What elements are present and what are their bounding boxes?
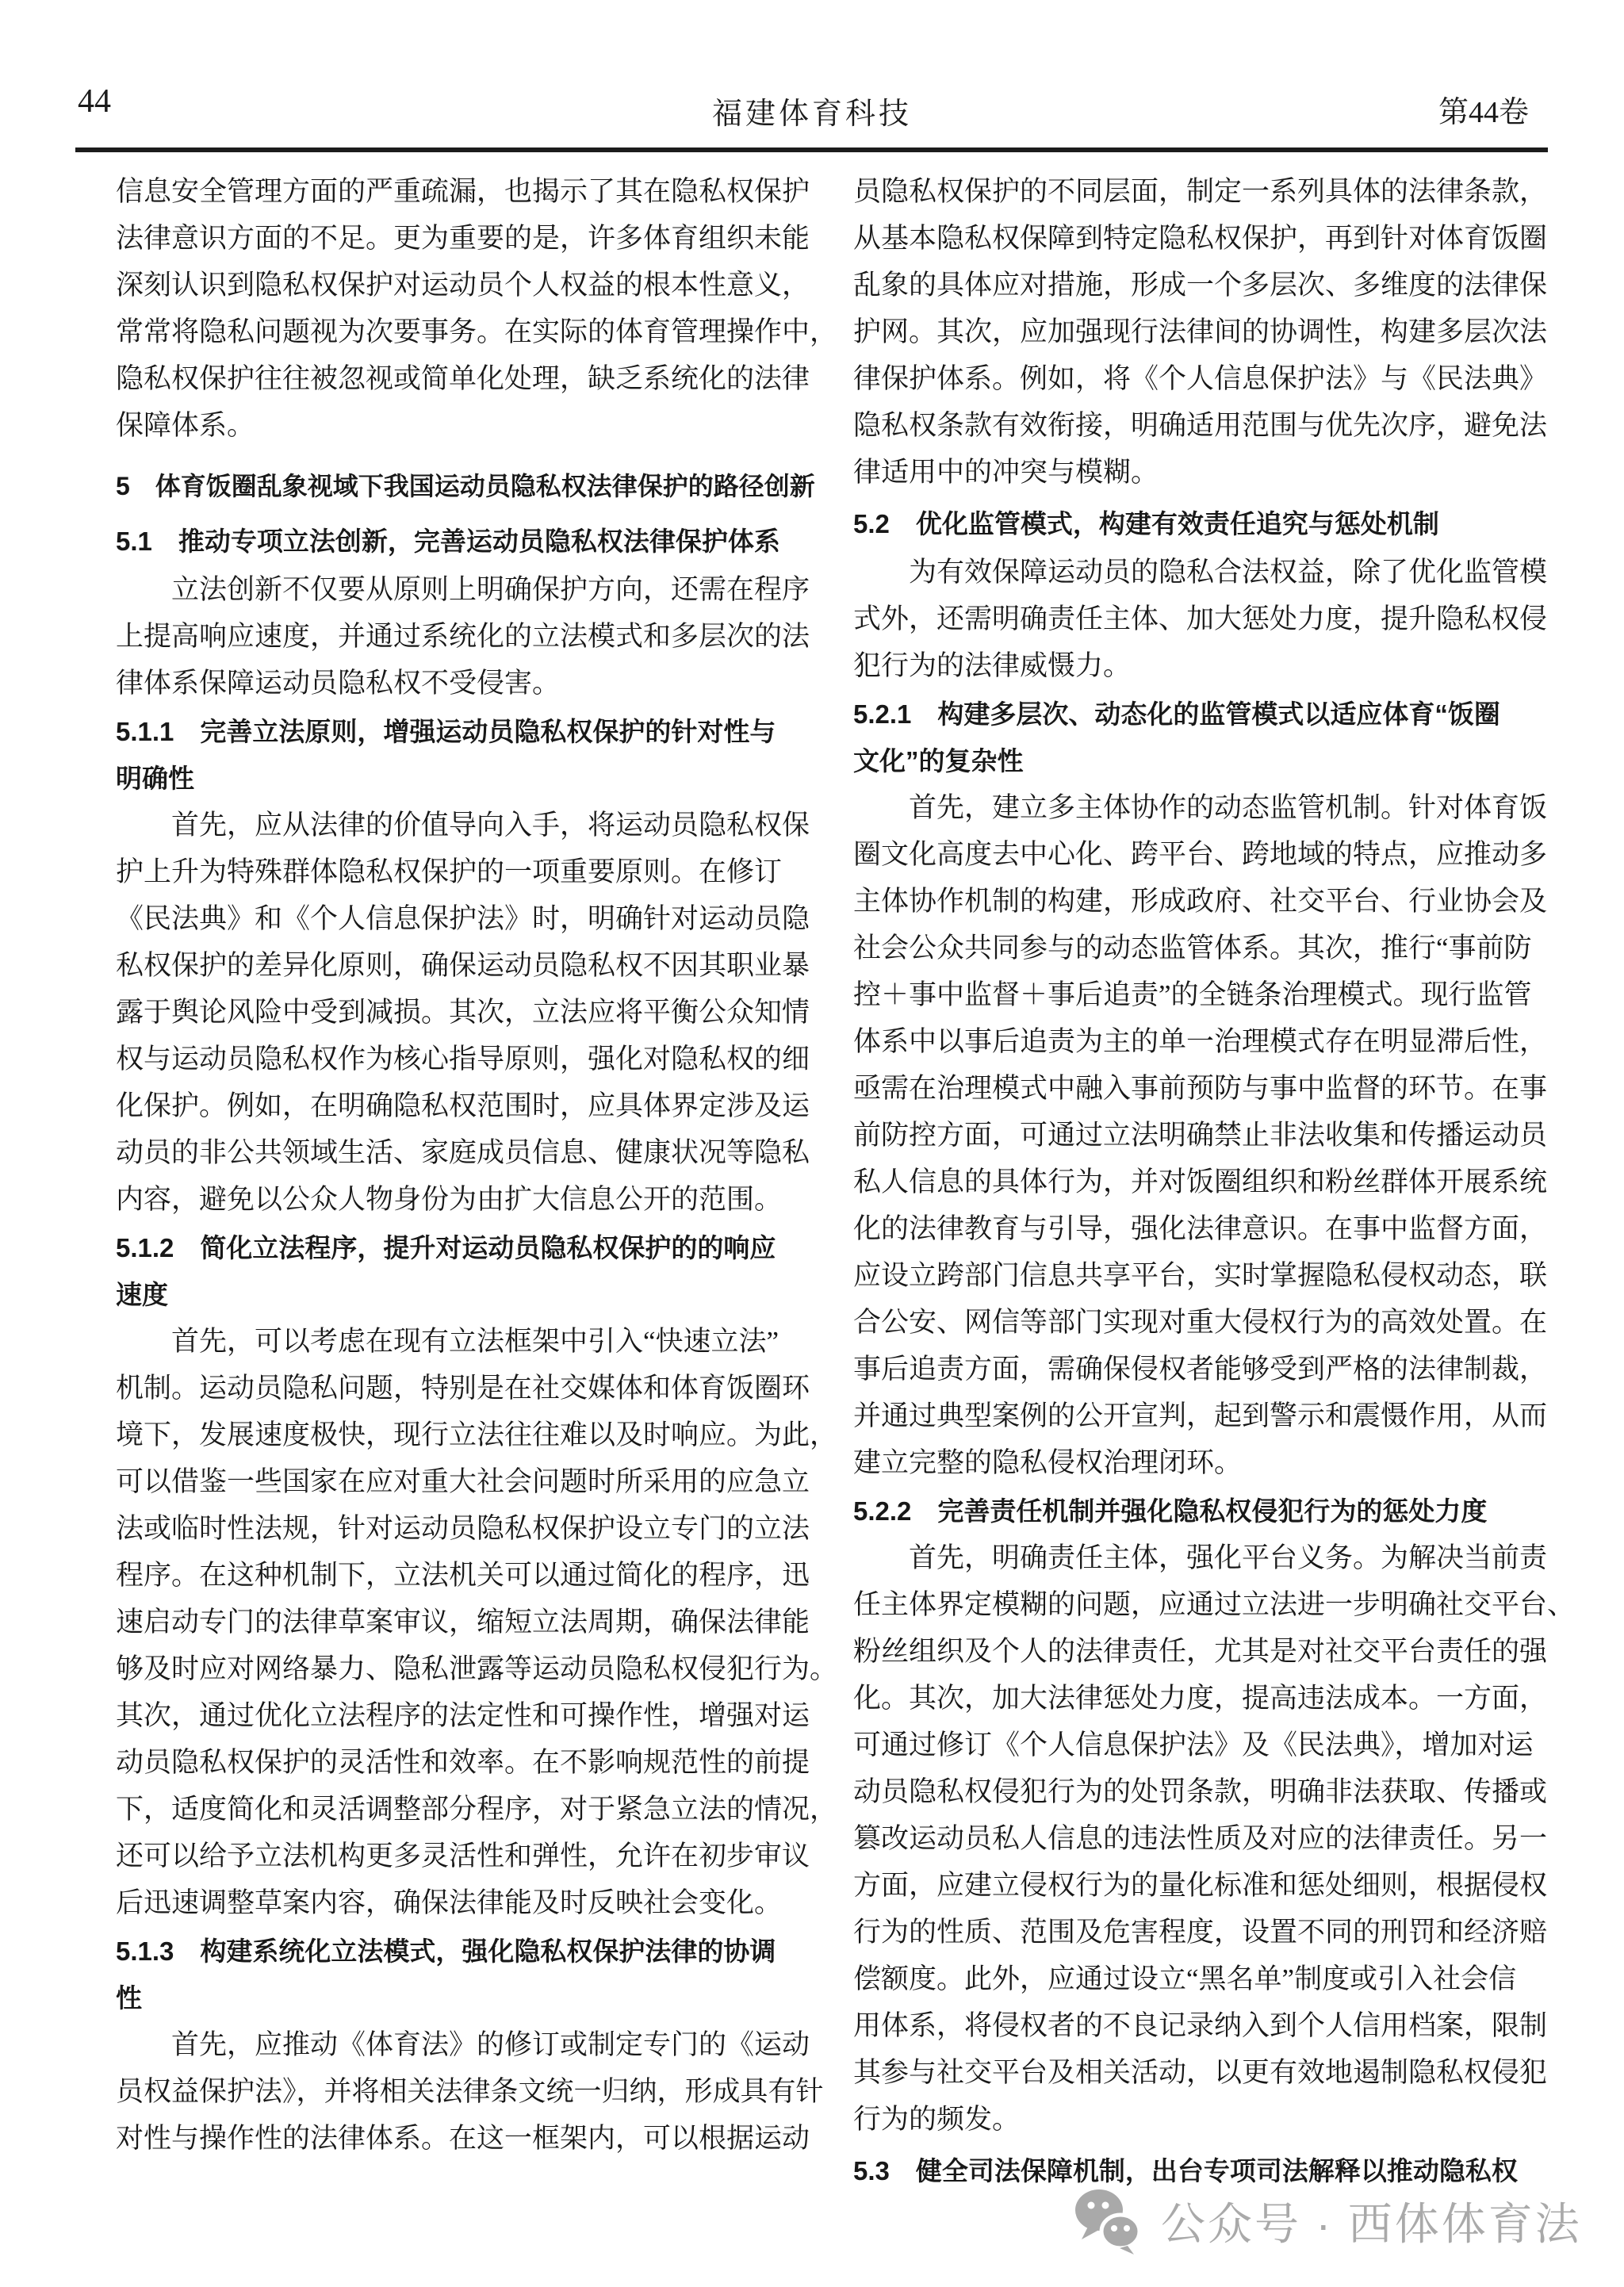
text-line: 并通过典型案例的公开宣判，起到警示和震慑作用，从而	[853, 1400, 1548, 1431]
text-line: 5.1 推动专项立法创新，完善运动员隐私权法律保护体系	[116, 527, 780, 556]
volume-label: 第44卷	[1438, 96, 1529, 129]
text-line: 深刻认识到隐私权保护对运动员个人权益的根本性意义，	[116, 270, 810, 301]
text-line: 护网。其次，应加强现行法律间的协调性，构建多层次法	[853, 316, 1548, 347]
text-line: 可以借鉴一些国家在应对重大社会问题时所采用的应急立	[116, 1466, 810, 1497]
text-line: 露于舆论风险中受到减损。其次，立法应将平衡公众知情	[116, 997, 810, 1028]
section-heading	[853, 500, 1554, 547]
paragraph	[853, 549, 1554, 689]
text-line: 事后追责方面，需确保侵权者能够受到严格的法律制裁，	[853, 1354, 1548, 1385]
watermark-text: 公众号 · 西体体育法	[1161, 2199, 1582, 2249]
journal-title: 福建体育科技	[711, 98, 912, 131]
text-line: 5.1.1 完善立法原则，增强运动员隐私权保护的针对性与	[116, 717, 776, 746]
text-line: 私权保护的差异化原则，确保运动员隐私权不因其职业暴	[116, 950, 810, 981]
text-line: 隐私权条款有效衔接，明确适用范围与优先次序，避免法	[853, 410, 1548, 441]
text-line: 社会公众共同参与的动态监管体系。其次，推行“事前防	[853, 933, 1532, 963]
text-line: 5.2.1 构建多层次、动态化的监管模式以适应体育“饭圈	[853, 699, 1500, 729]
text-line: 内容，避免以公众人物身份为由扩大信息公开的范围。	[116, 1184, 783, 1215]
text-line: 动员的非公共领域生活、家庭成员信息、健康状况等隐私	[116, 1137, 810, 1168]
paragraph	[116, 566, 817, 707]
text-line: 为有效保障运动员的隐私合法权益，除了优化监管模	[909, 557, 1548, 588]
text-line: 员隐私权保护的不同层面，制定一系列具体的法律条款，	[853, 176, 1548, 207]
page-number: 44	[78, 83, 111, 120]
text-line: 5.2 优化监管模式，构建有效责任追究与惩处机制	[853, 509, 1439, 538]
text-line: 明确性	[116, 764, 194, 793]
text-line: 控＋事中监督＋事后追责”的全链条治理模式。现行监管	[853, 979, 1532, 1010]
text-line: 上提高响应速度，并通过系统化的立法模式和多层次的法	[116, 621, 810, 652]
text-line: 下，适度简化和灵活调整部分程序，对于紧急立法的情况，	[116, 1794, 838, 1825]
section-heading	[116, 1224, 817, 1318]
text-line: 常常将隐私问题视为次要事务。在实际的体育管理操作中，	[116, 316, 838, 347]
text-line: 护上升为特殊群体隐私权保护的一项重要原则。在修订	[116, 856, 783, 887]
text-line: 私人信息的具体行为，并对饭圈组织和粉丝群体开展系统	[853, 1166, 1548, 1197]
text-line: 行为的性质、范围及危害程度，设置不同的刑罚和经济赔	[853, 1917, 1548, 1948]
wechat-icon	[1072, 2187, 1145, 2255]
text-line: 律体系保障运动员隐私权不受侵害。	[116, 668, 561, 699]
paragraph	[116, 802, 817, 1223]
section-heading	[116, 708, 817, 802]
text-line: 还可以给予立法机构更多灵活性和弹性，允许在初步审议	[116, 1841, 810, 1871]
text-line: 首先，应推动《体育法》的修订或制定专门的《运动	[171, 2029, 810, 2060]
text-line: 任主体界定模糊的问题，应通过立法进一步明确社交平台、	[853, 1589, 1576, 1620]
text-line: 权与运动员隐私权作为核心指导原则，强化对隐私权的细	[116, 1044, 810, 1075]
paragraph	[853, 168, 1554, 496]
text-line: 化的法律教育与引导，强化法律意识。在事中监督方面，	[853, 1213, 1548, 1244]
text-line: 乱象的具体应对措施，形成一个多层次、多维度的法律保	[853, 270, 1548, 301]
text-line: 化保护。例如，在明确隐私权范围时，应具体界定涉及运	[116, 1090, 810, 1121]
text-line: 方面，应建立侵权行为的量化标准和惩处细则，根据侵权	[853, 1870, 1548, 1901]
text-line: 动员隐私权侵犯行为的处罚条款，明确非法获取、传播或	[853, 1776, 1548, 1807]
text-line: 速度	[116, 1280, 168, 1309]
text-line: 够及时应对网络暴力、隐私泄露等运动员隐私权侵犯行为。	[116, 1653, 838, 1684]
text-line: 可通过修订《个人信息保护法》及《民法典》，增加对运	[853, 1730, 1534, 1760]
text-line: 化。其次，加大法律惩处力度，提高违法成本。一方面，	[853, 1683, 1548, 1714]
text-line: 篡改运动员私人信息的违法性质及对应的法律责任。另一	[853, 1823, 1548, 1854]
text-line: 保障体系。	[116, 410, 255, 441]
text-line: 主体协作机制的构建，形成政府、社交平台、行业协会及	[853, 886, 1548, 917]
text-line: 文化”的复杂性	[853, 746, 1024, 776]
text-line: 犯行为的法律威慑力。	[853, 650, 1132, 681]
section-heading	[116, 463, 817, 510]
text-line: 境下，发展速度极快，现行立法往往难以及时响应。为此，	[116, 1419, 838, 1450]
header-rule	[75, 147, 1548, 152]
text-line: 《民法典》和《个人信息保护法》时，明确针对运动员隐	[116, 903, 810, 934]
text-line: 其次，通过优化立法程序的法定性和可操作性，增强对运	[116, 1700, 810, 1731]
paragraph	[853, 1534, 1576, 2143]
text-line: 体系中以事后追责为主的单一治理模式存在明显滞后性，	[853, 1026, 1548, 1057]
section-heading	[116, 518, 817, 565]
text-line: 后迅速调整草案内容，确保法律能及时反映社会变化。	[116, 1887, 783, 1918]
text-line: 立法创新不仅要从原则上明确保护方向，还需在程序	[171, 574, 810, 605]
text-line: 信息安全管理方面的严重疏漏，也揭示了其在隐私权保护	[116, 176, 810, 207]
text-line: 5.1.2 简化立法程序，提升对运动员隐私权保护的的响应	[116, 1233, 776, 1262]
text-line: 式外，还需明确责任主体、加大惩处力度，提升隐私权侵	[853, 603, 1548, 634]
watermark	[1072, 2187, 1582, 2255]
text-line: 行为的频发。	[853, 2104, 1021, 2135]
text-line: 亟需在治理模式中融入事前预防与事中监督的环节。在事	[853, 1073, 1548, 1104]
text-line: 律保护体系。例如，将《个人信息保护法》与《民法典》	[853, 363, 1548, 394]
text-line: 隐私权保护往往被忽视或简单化处理，缺乏系统化的法律	[116, 363, 810, 394]
text-line: 首先，建立多主体协作的动态监管机制。针对体育饭	[909, 792, 1548, 823]
text-line: 合公安、网信等部门实现对重大侵权行为的高效处置。在	[853, 1307, 1548, 1338]
text-line: 法律意识方面的不足。更为重要的是，许多体育组织未能	[116, 223, 810, 254]
text-line: 首先，可以考虑在现有立法框架中引入“快速立法”	[171, 1326, 779, 1357]
paragraph	[853, 784, 1554, 1486]
text-line: 用体系，将侵权者的不良记录纳入到个人信用档案，限制	[853, 2010, 1548, 2041]
text-line: 5.1.3 构建系统化立法模式，强化隐私权保护法律的协调	[116, 1936, 776, 1966]
text-line: 建立完整的隐私侵权治理闭环。	[853, 1447, 1243, 1478]
section-heading	[853, 1488, 1554, 1534]
paragraph	[116, 168, 838, 449]
left-column	[116, 168, 838, 2162]
text-line: 从基本隐私权保障到特定隐私权保护，再到针对体育饭圈	[853, 223, 1548, 254]
text-line: 粉丝组织及个人的法律责任，尤其是对社交平台责任的强	[853, 1636, 1548, 1667]
text-line: 偿额度。此外，应通过设立“黑名单”制度或引入社会信	[853, 1963, 1517, 1994]
text-line: 首先，应从法律的价值导向入手，将运动员隐私权保	[171, 810, 810, 841]
text-line: 圈文化高度去中心化、跨平台、跨地域的特点，应推动多	[853, 839, 1548, 870]
paragraph	[116, 2021, 824, 2162]
text-line: 应设立跨部门信息共享平台，实时掌握隐私侵权动态，联	[853, 1260, 1548, 1291]
text-line: 5.2.2 完善责任机制并强化隐私权侵犯行为的惩处力度	[853, 1496, 1488, 1526]
text-line: 机制。运动员隐私问题，特别是在社交媒体和体育饭圈环	[116, 1373, 810, 1404]
section-heading	[853, 691, 1554, 784]
text-line: 速启动专门的法律草案审议，缩短立法周期，确保法律能	[116, 1607, 810, 1638]
paragraph	[116, 1318, 838, 1926]
text-line: 程序。在这种机制下，立法机关可以通过简化的程序，迅	[116, 1560, 810, 1591]
text-line: 其参与社交平台及相关活动，以更有效地遏制隐私权侵犯	[853, 2057, 1548, 2088]
text-line: 5 体育饭圈乱象视域下我国运动员隐私权法律保护的路径创新	[116, 472, 815, 500]
text-line: 性	[116, 1983, 142, 2013]
text-line: 前防控方面，可通过立法明确禁止非法收集和传播运动员	[853, 1120, 1548, 1151]
text-line: 员权益保护法》，并将相关法律条文统一归纳，形成具有针	[116, 2076, 824, 2107]
right-column	[853, 168, 1576, 2196]
text-line: 5.3 健全司法保障机制，出台专项司法解释以推动隐私权	[853, 2156, 1518, 2185]
text-line: 法或临时性法规，针对运动员隐私权保护设立专门的立法	[116, 1513, 810, 1544]
text-line: 律适用中的冲突与模糊。	[853, 457, 1159, 488]
text-line: 对性与操作性的法律体系。在这一框架内，可以根据运动	[116, 2123, 810, 2154]
text-line: 动员隐私权保护的灵活性和效率。在不影响规范性的前提	[116, 1747, 810, 1778]
text-line: 首先，明确责任主体，强化平台义务。为解决当前责	[909, 1542, 1548, 1573]
section-heading	[116, 1928, 817, 2021]
